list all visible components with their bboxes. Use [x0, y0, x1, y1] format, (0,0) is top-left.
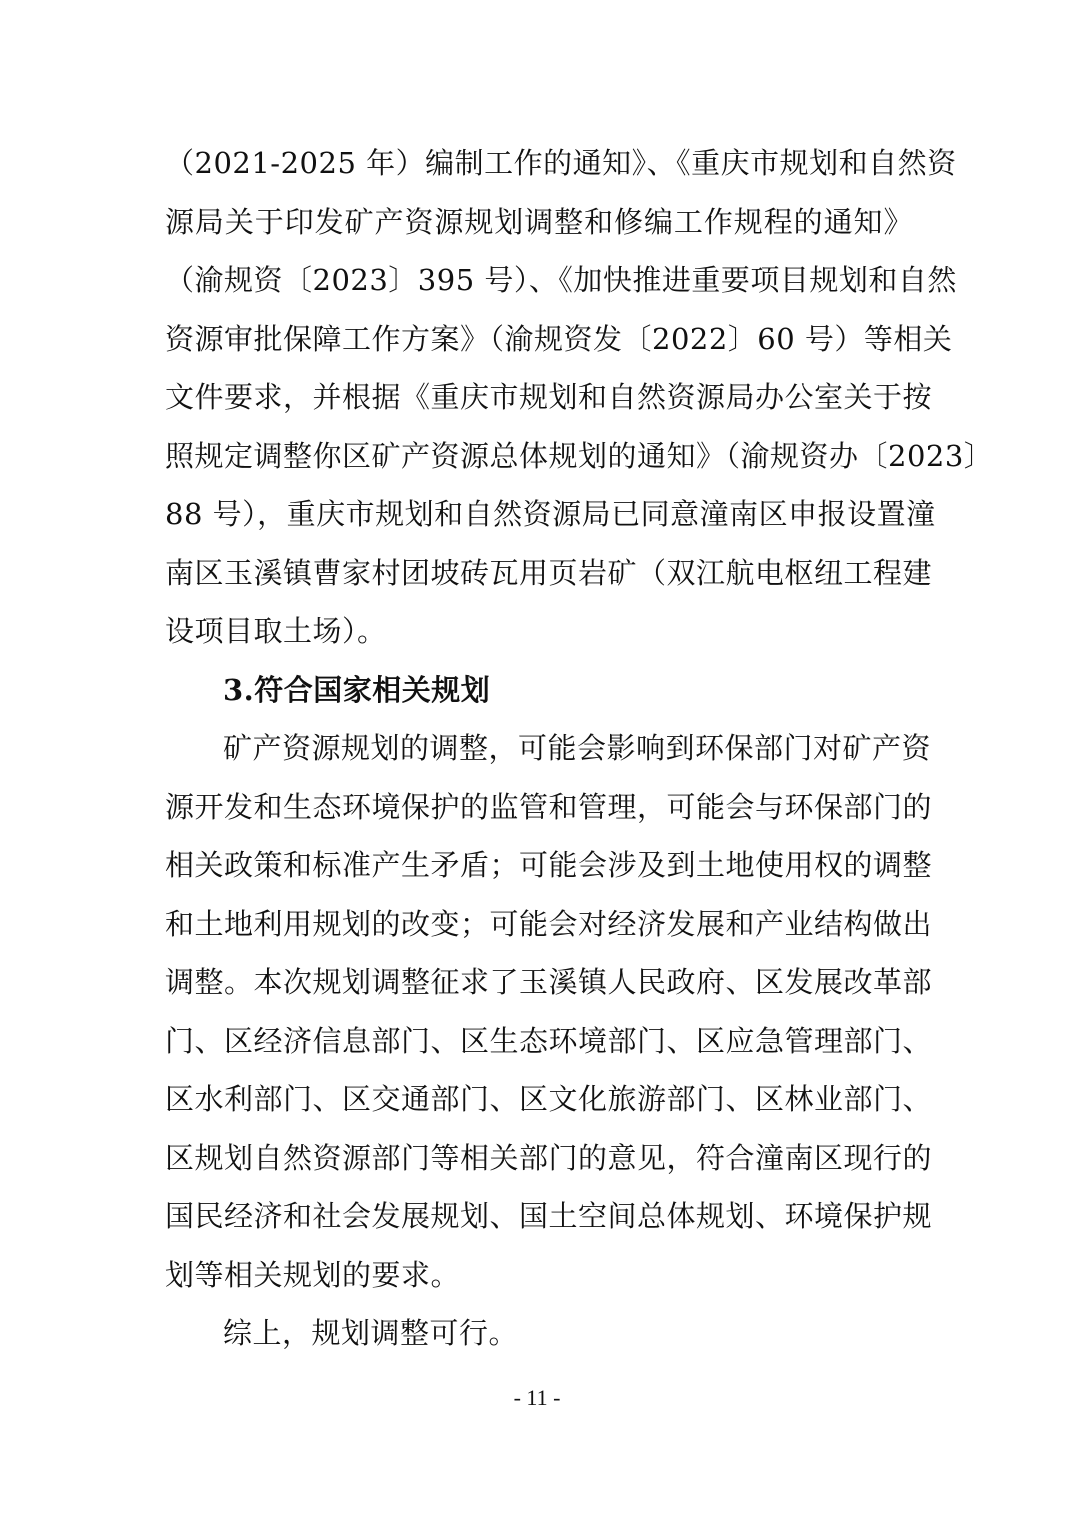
paragraph-line: 国民经济和社会发展规划、国土空间总体规划、环境保护规 [165, 1199, 933, 1233]
paragraph-line: 88 号），重庆市规划和自然资源局已同意潼南区申报设置潼 [165, 497, 936, 531]
paragraph-line: 划等相关规划的要求。 [165, 1257, 461, 1292]
paragraph-line: （渝规资〔2023〕395 号）、《加快推进重要项目规划和自然 [165, 263, 957, 297]
paragraph-line: 源开发和生态环境保护的监管和管理，可能会与环保部门的 [165, 789, 933, 824]
paragraph-1 [165, 134, 994, 661]
paragraph-line: 门、区经济信息部门、区生态环境部门、区应急管理部门、 [165, 1023, 933, 1058]
conclusion-paragraph: 综上，规划调整可行。 [223, 1316, 519, 1350]
document-body [165, 134, 994, 1363]
paragraph-line: 相关政策和标准产生矛盾；可能会涉及到土地使用权的调整 [165, 848, 933, 882]
paragraph-line: 照规定调整你区矿产资源总体规划的通知》（渝规资办〔2023〕 [165, 438, 994, 473]
paragraph-line: 南区玉溪镇曹家村团坡砖瓦用页岩矿（双江航电枢纽工程建 [165, 555, 933, 590]
paragraph-line: 区水利部门、区交通部门、区文化旅游部门、区林业部门、 [165, 1082, 933, 1116]
paragraph-line: （2021-2025 年）编制工作的通知》、《重庆市规划和自然资 [165, 146, 957, 180]
paragraph-line: 文件要求，并根据《重庆市规划和自然资源局办公室关于按 [165, 380, 933, 414]
paragraph-line: 矿产资源规划的调整，可能会影响到环保部门对矿产资 [223, 731, 932, 765]
section-heading: 3.符合国家相关规划 [223, 672, 491, 707]
paragraph-line: 设项目取土场）。 [165, 614, 387, 648]
paragraph-line: 区规划自然资源部门等相关部门的意见，符合潼南区现行的 [165, 1140, 933, 1175]
paragraph-line: 源局关于印发矿产资源规划调整和修编工作规程的通知》 [165, 204, 913, 239]
paragraph-line: 调整。本次规划调整征求了玉溪镇人民政府、区发展改革部 [165, 965, 933, 999]
paragraph-line: 资源审批保障工作方案》（渝规资发〔2022〕60 号）等相关 [165, 321, 953, 356]
paragraph-2 [165, 719, 933, 1304]
page-number: - 11 - [513, 1385, 561, 1410]
paragraph-line: 和土地利用规划的改变；可能会对经济发展和产业结构做出 [165, 906, 933, 941]
